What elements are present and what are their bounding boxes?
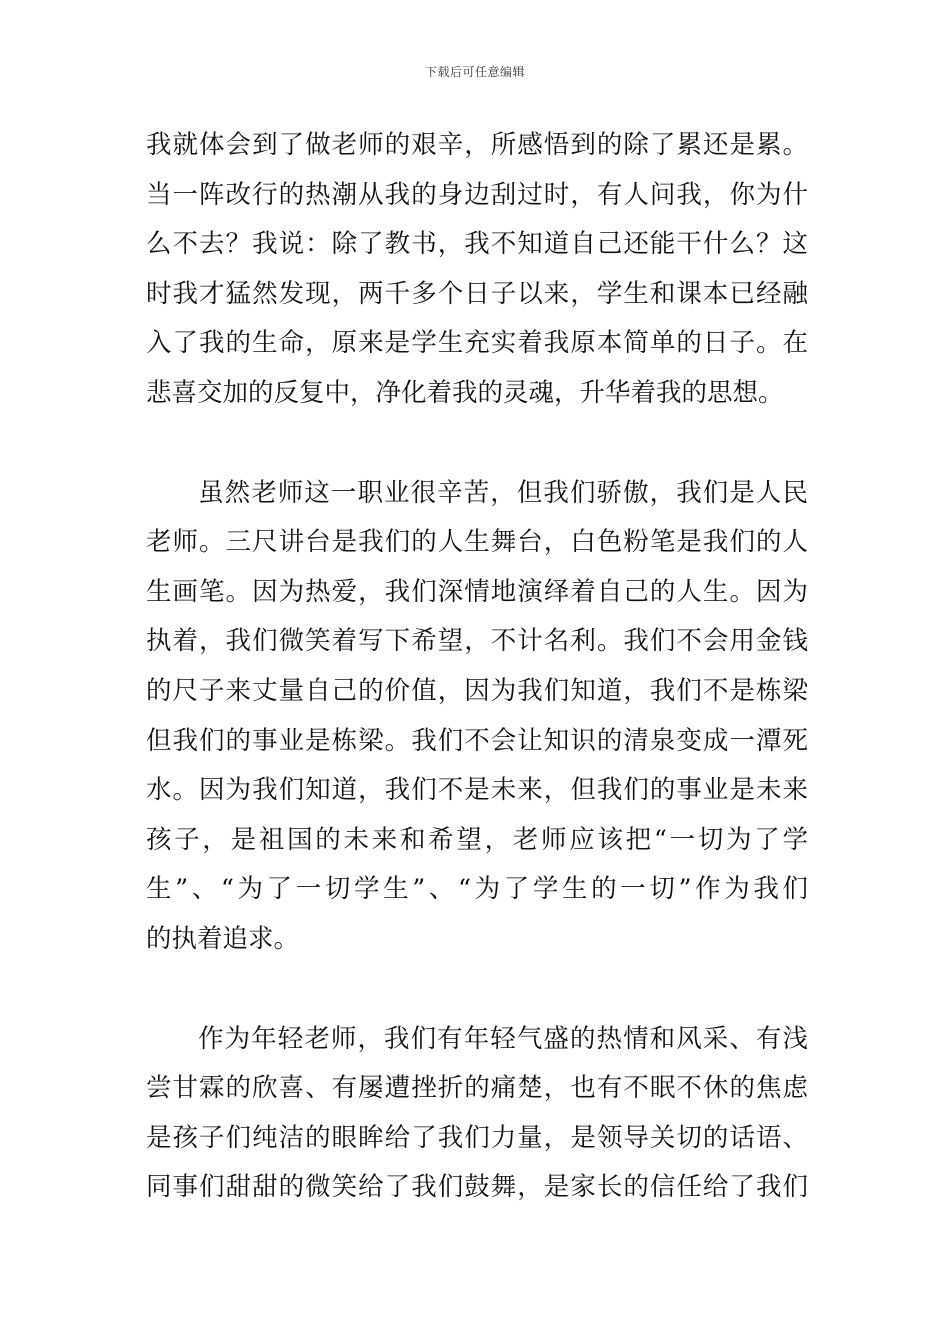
paragraph-line: 尝甘霖的欣喜、有屡遭挫折的痛楚，也有不眠不休的焦虑 (146, 1073, 808, 1104)
paragraph-line: 当一阵改行的热潮从我的身边刮过时，有人问我，你为什 (146, 179, 808, 210)
paragraph-line: 悲喜交加的反复中，净化着我的灵魂，升华着我的思想。 (146, 377, 784, 408)
paragraph-1 (146, 121, 808, 419)
paragraph-line-indented (146, 1015, 808, 1065)
paragraph-line: 孩子，是祖国的未来和希望，老师应该把“一切为了学 (146, 824, 808, 855)
paragraph-line: 时我才猛然发现，两千多个日子以来，学生和课本已经融 (146, 278, 808, 309)
paragraph-line-indented (146, 469, 808, 519)
paragraph-line: 水。因为我们知道，我们不是未来，但我们的事业是未来 (146, 775, 808, 806)
body-text (146, 121, 808, 1213)
paragraph-line: 生”、“为了一切学生”、“为了学生的一切”作为我们 (146, 874, 808, 905)
paragraph-line: 同事们甜甜的微笑给了我们鼓舞，是家长的信任给了我们 (146, 1172, 808, 1203)
paragraph-line: 入了我的生命，原来是学生充实着我原本简单的日子。在 (146, 328, 808, 359)
paragraph-line: 执着，我们微笑着写下希望，不计名利。我们不会用金钱 (146, 626, 808, 657)
paragraph-2 (146, 469, 808, 965)
paragraph-line-text: 虽然老师这一职业很辛苦，但我们骄傲，我们是人民 (197, 477, 808, 508)
paragraph-line: 生画笔。因为热爱，我们深情地演绎着自己的人生。因为 (146, 576, 808, 607)
paragraph-line: 老师。三尺讲台是我们的人生舞台，白色粉笔是我们的人 (146, 527, 808, 558)
paragraph-line: 的尺子来丈量自己的价值，因为我们知道，我们不是栋梁 (146, 675, 808, 706)
paragraph-line: 但我们的事业是栋梁。我们不会让知识的清泉变成一潭死 (146, 725, 808, 756)
paragraph-line: 的执着追求。 (146, 923, 300, 954)
paragraph-spacer (146, 419, 808, 469)
paragraph-3 (146, 1015, 808, 1213)
page-header: 下载后可任意编辑 (424, 65, 525, 79)
paragraph-line: 么不去？我说：除了教书，我不知道自己还能干什么？这 (146, 229, 808, 260)
paragraph-line: 是孩子们纯洁的眼眸给了我们力量，是领导关切的话语、 (146, 1122, 808, 1153)
paragraph-line-text: 作为年轻老师，我们有年轻气盛的热情和风采、有浅 (197, 1023, 808, 1054)
paragraph-line: 我就体会到了做老师的艰辛，所感悟到的除了累还是累。 (146, 130, 808, 160)
paragraph-spacer (146, 965, 808, 1015)
